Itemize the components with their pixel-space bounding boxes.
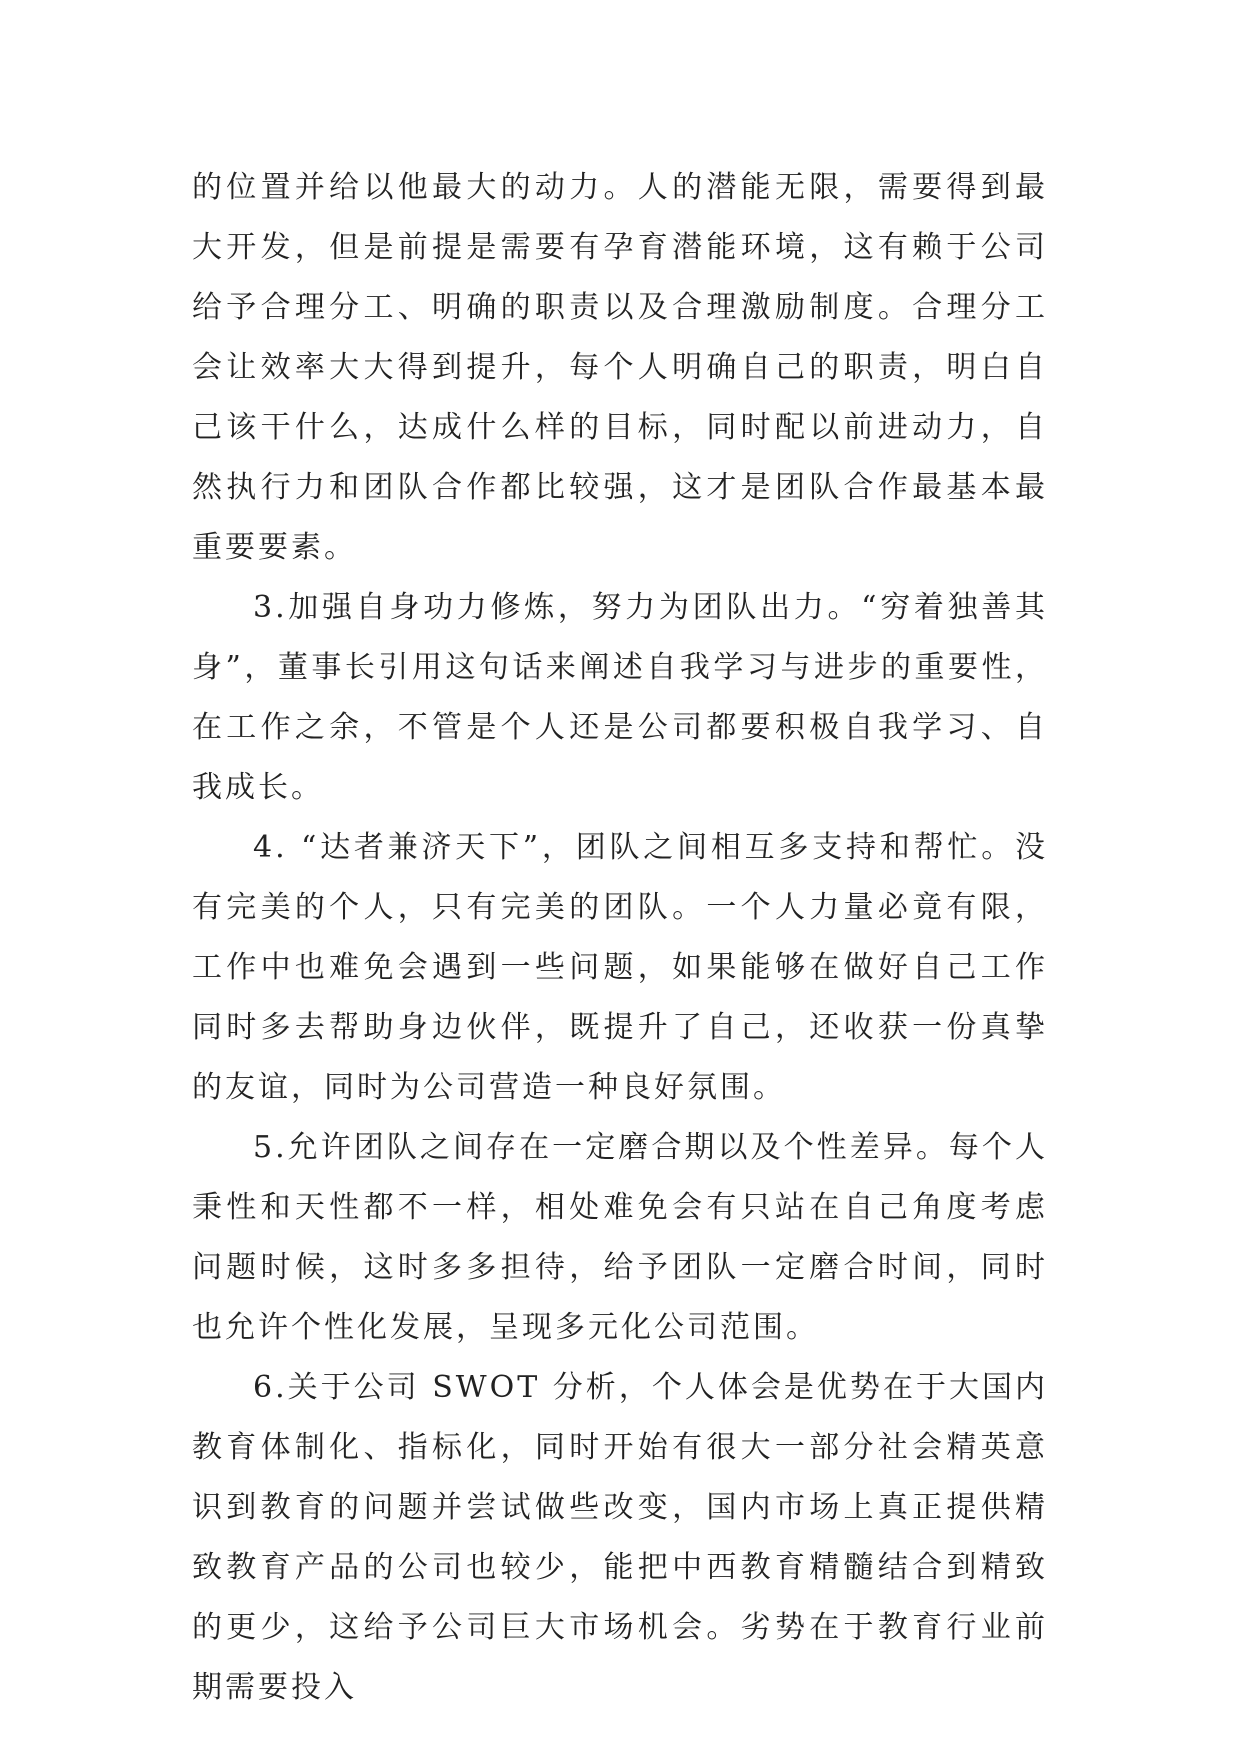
paragraph-1: 的位置并给以他最大的动力。人的潜能无限，需要得到最大开发，但是前提是需要有孕育潜能环境，这有赖于公司给予合理分工、明确的职责以及合理激励制度。合理分工会让效率大大得到提升，每个人明确自己的职责，明白自己该干什么，达成什么样的目标，同时配以前进动力，自然执行力和团队合作都比较强，这才是团队合作最基本最重要要素。 — [192, 170, 1048, 565]
document-body — [192, 158, 1048, 1718]
paragraph-3: 4. “达者兼济天下”，团队之间相互多支持和帮忙。没有完美的个人，只有完美的团队。一个人力量必竟有限，工作中也难免会遇到一些问题，如果能够在做好自己工作同时多去帮助身边伙伴，既提升了自己，还收获一份真挚的友谊，同时为公司营造一种良好氛围。 — [192, 830, 1048, 1105]
paragraph-5: 6.关于公司 SWOT 分析，个人体会是优势在于大国内教育体制化、指标化，同时开始有很大一部分社会精英意识到教育的问题并尝试做些改变，国内市场上真正提供精致教育产品的公司也较少，能把中西教育精髓结合到精致的更少，这给予公司巨大市场机会。劣势在于教育行业前期需要投入 — [192, 1370, 1048, 1705]
paragraph-2: 3.加强自身功力修炼，努力为团队出力。“穷着独善其身”，董事长引用这句话来阐述自我学习与进步的重要性，在工作之余，不管是个人还是公司都要积极自我学习、自我成长。 — [192, 590, 1048, 805]
paragraph-4: 5.允许团队之间存在一定磨合期以及个性差异。每个人秉性和天性都不一样，相处难免会有只站在自己角度考虑问题时候，这时多多担待，给予团队一定磨合时间，同时也允许个性化发展，呈现多元化公司范围。 — [192, 1130, 1048, 1345]
